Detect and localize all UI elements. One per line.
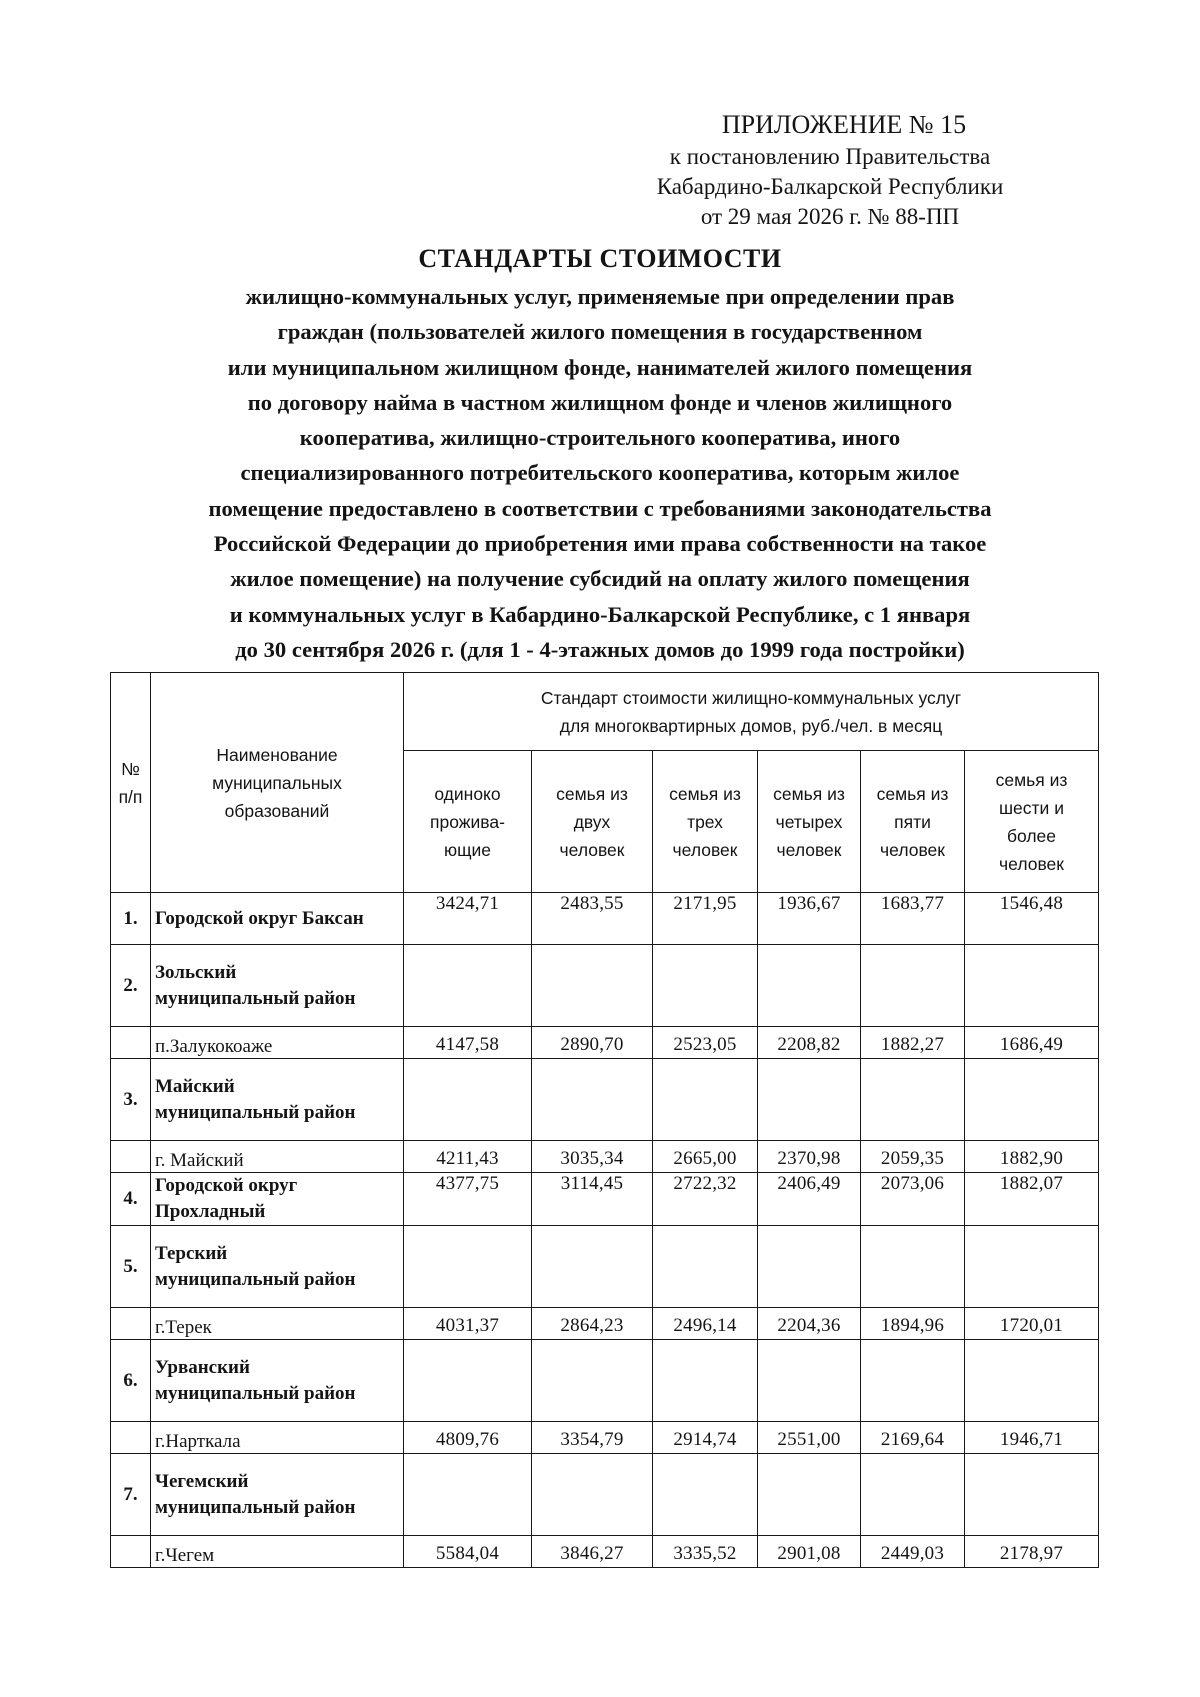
settlement-name: г.Чегем	[151, 1536, 404, 1568]
cost-value	[758, 1226, 861, 1308]
cost-value: 4031,37	[404, 1308, 532, 1340]
cost-value: 1720,01	[965, 1308, 1099, 1340]
header-text-line: муниципальных	[212, 772, 342, 793]
cost-value	[404, 945, 532, 1027]
subtitle-line: граждан (пользователей жилого помещения в государственном	[277, 319, 923, 345]
cost-value: 1946,71	[965, 1422, 1099, 1454]
municipality-name	[151, 1454, 404, 1536]
cost-value	[532, 1059, 653, 1141]
row-index: 7.	[111, 1454, 151, 1536]
cost-value	[653, 1059, 758, 1141]
municipality-name-line: Городской округ Баксан	[155, 907, 364, 929]
subtitle-line: специализированного потребительского кооператива, которым жилое	[240, 460, 960, 486]
header-text-line: семья из	[773, 783, 845, 804]
municipality-name	[151, 1340, 404, 1422]
header-text-line: человек	[880, 839, 945, 860]
cost-value	[404, 1059, 532, 1141]
cost-value: 2169,64	[861, 1422, 965, 1454]
cost-value	[965, 945, 1099, 1027]
cost-value: 2483,55	[532, 893, 653, 945]
header-text-line: шести и	[999, 797, 1064, 818]
cost-value: 2523,05	[653, 1027, 758, 1059]
cost-value	[404, 1340, 532, 1422]
column-header-family-size	[965, 751, 1099, 893]
row-index: 2.	[111, 945, 151, 1027]
header-text-line: №	[121, 758, 140, 779]
cost-value: 2722,32	[653, 1173, 758, 1226]
header-text-line: Наименование	[216, 744, 338, 765]
column-header-family-size	[532, 751, 653, 893]
header-text-line: более	[1006, 825, 1057, 846]
cost-value: 5584,04	[404, 1536, 532, 1568]
cost-value	[404, 1226, 532, 1308]
municipality-name-line: Терский	[155, 1242, 228, 1264]
row-index: 6.	[111, 1340, 151, 1422]
row-index: 4.	[111, 1173, 151, 1226]
municipality-name	[151, 1226, 404, 1308]
column-header-family-size	[758, 751, 861, 893]
cost-value: 1683,77	[861, 893, 965, 945]
cost-value	[861, 1059, 965, 1141]
header-text-line: пяти	[894, 811, 931, 832]
cost-value	[758, 1454, 861, 1536]
cost-value: 2406,49	[758, 1173, 861, 1226]
header-text-line: человек	[999, 853, 1064, 874]
subtitle-line: до 30 сентября 2026 г. (для 1 - 4-этажных домов до 1999 года постройки)	[235, 636, 965, 662]
cost-value: 2208,82	[758, 1027, 861, 1059]
cost-value	[653, 1454, 758, 1536]
header-text-line: ющие	[443, 839, 492, 860]
cost-value: 2864,23	[532, 1308, 653, 1340]
header-text-line: для многоквартирных домов, руб./чел. в месяц	[559, 715, 943, 736]
header-text-line: семья из	[556, 783, 628, 804]
cost-value: 2890,70	[532, 1027, 653, 1059]
cost-value: 1882,90	[965, 1141, 1099, 1173]
cost-value: 3335,52	[653, 1536, 758, 1568]
cost-value	[861, 1226, 965, 1308]
appendix-line-decree: к постановлению Правительства	[669, 144, 991, 169]
cost-value	[758, 945, 861, 1027]
subtitle-line: помещение предоставлено в соответствии с требованиями законодательства	[208, 495, 992, 521]
cost-value	[532, 1454, 653, 1536]
cost-value	[404, 1454, 532, 1536]
cost-value: 4809,76	[404, 1422, 532, 1454]
header-text-line: семья из	[995, 769, 1068, 790]
municipality-name	[151, 1173, 404, 1226]
subtitle-line: кооператива, жилищно-строительного кооператива, иного	[299, 425, 901, 451]
table-row	[111, 1454, 1099, 1536]
cost-value: 2449,03	[861, 1536, 965, 1568]
column-header-family-size	[404, 751, 532, 893]
municipality-name-line: Майский	[155, 1075, 235, 1097]
appendix-line-republic: Кабардино-Балкарской Республики	[656, 174, 1004, 199]
municipality-name-line: муниципальный район	[155, 1496, 356, 1518]
table-row	[111, 1340, 1099, 1422]
header-text-line: человек	[672, 839, 738, 860]
municipality-name	[151, 1059, 404, 1141]
row-index-empty	[111, 1536, 151, 1568]
cost-value	[861, 1454, 965, 1536]
cost-value	[758, 1059, 861, 1141]
column-header-family-size	[653, 751, 758, 893]
tariff-table	[110, 672, 1099, 1568]
header-text-line: человек	[559, 839, 625, 860]
cost-value: 2073,06	[861, 1173, 965, 1226]
cost-value: 2171,95	[653, 893, 758, 945]
municipality-name-line: муниципальный район	[155, 987, 356, 1009]
cost-value	[532, 1340, 653, 1422]
appendix-number: ПРИЛОЖЕНИЕ № 15	[721, 110, 967, 139]
row-index: 5.	[111, 1226, 151, 1308]
cost-value: 2370,98	[758, 1141, 861, 1173]
table-row	[111, 945, 1099, 1027]
cost-value	[653, 945, 758, 1027]
cost-value: 3846,27	[532, 1536, 653, 1568]
document-title: СТАНДАРТЫ СТОИМОСТИ	[418, 244, 782, 273]
cost-value: 3354,79	[532, 1422, 653, 1454]
header-text-line: образований	[224, 800, 330, 821]
header-text-line: прожива-	[430, 811, 505, 832]
settlement-name: г.Нарткала	[151, 1422, 404, 1454]
municipality-name	[151, 945, 404, 1027]
cost-value	[653, 1340, 758, 1422]
header-text-line: человек	[776, 839, 842, 860]
cost-value: 2551,00	[758, 1422, 861, 1454]
cost-value	[653, 1226, 758, 1308]
row-index-empty	[111, 1422, 151, 1454]
header-text-line: одиноко	[434, 783, 501, 804]
cost-value: 4211,43	[404, 1141, 532, 1173]
subtitle-line: Российской Федерации до приобретения ими права собственности на такое	[213, 531, 987, 557]
column-header-municipality	[151, 673, 404, 893]
settlement-name: г.Терек	[151, 1308, 404, 1340]
municipality-name-line: Зольский	[155, 961, 237, 983]
table-row-settlement	[111, 1308, 1099, 1340]
tariff-table-body	[111, 893, 1099, 1568]
appendix-header	[600, 108, 1060, 232]
document-subtitle	[105, 279, 1095, 667]
header-text-line: семья из	[669, 783, 741, 804]
cost-value: 2901,08	[758, 1536, 861, 1568]
municipality-name	[151, 893, 404, 945]
municipality-name-line: муниципальный район	[155, 1382, 356, 1404]
cost-value: 3424,71	[404, 893, 532, 945]
header-text-line: двух	[573, 811, 611, 832]
cost-value	[965, 1454, 1099, 1536]
cost-value	[965, 1340, 1099, 1422]
cost-value	[532, 1226, 653, 1308]
header-text-line: п/п	[118, 786, 143, 807]
cost-value	[965, 1059, 1099, 1141]
cost-value	[861, 945, 965, 1027]
subtitle-line: или муниципальном жилищном фонде, нанимателей жилого помещения	[227, 354, 973, 380]
cost-value: 1882,27	[861, 1027, 965, 1059]
row-index-empty	[111, 1141, 151, 1173]
settlement-name: г. Майский	[151, 1141, 404, 1173]
cost-value: 2178,97	[965, 1536, 1099, 1568]
cost-value: 2914,74	[653, 1422, 758, 1454]
cost-value: 2496,14	[653, 1308, 758, 1340]
cost-value: 3114,45	[532, 1173, 653, 1226]
municipality-name-line: Прохладный	[155, 1201, 266, 1222]
table-row-settlement	[111, 1027, 1099, 1059]
subtitle-line: и коммунальных услуг в Кабардино-Балкарской Республике, с 1 января	[229, 601, 971, 627]
cost-value	[965, 1226, 1099, 1308]
municipality-name-line: Урванский	[155, 1356, 250, 1378]
municipality-name-line: Городской округ	[155, 1175, 298, 1196]
settlement-name: п.Залукокоаже	[151, 1027, 404, 1059]
appendix-line-date: от 29 мая 2026 г. № 88-ПП	[700, 204, 960, 229]
subtitle-line: жилищно-коммунальных услуг, применяемые при определении прав	[245, 284, 955, 309]
cost-value: 1936,67	[758, 893, 861, 945]
header-text-line: четырех	[775, 811, 843, 832]
table-row	[111, 1059, 1099, 1141]
cost-value: 4147,58	[404, 1027, 532, 1059]
row-index-empty	[111, 1308, 151, 1340]
subtitle-line: по договору найма в частном жилищном фонде и членов жилищного	[247, 389, 953, 415]
row-index-empty	[111, 1027, 151, 1059]
column-header-family-size	[861, 751, 965, 893]
municipality-name-line: муниципальный район	[155, 1101, 356, 1123]
cost-value: 1894,96	[861, 1308, 965, 1340]
header-text-line: семья из	[876, 783, 949, 804]
municipality-name-line: муниципальный район	[155, 1268, 356, 1290]
table-row-settlement	[111, 1536, 1099, 1568]
cost-value: 2204,36	[758, 1308, 861, 1340]
cost-value: 2665,00	[653, 1141, 758, 1173]
cost-value: 1686,49	[965, 1027, 1099, 1059]
table-row	[111, 1173, 1099, 1226]
table-row-settlement	[111, 1141, 1099, 1173]
row-index: 1.	[111, 893, 151, 945]
column-group-header	[404, 673, 1099, 751]
subtitle-line: жилое помещение) на получение субсидий на оплату жилого помещения	[230, 566, 970, 592]
table-row	[111, 1226, 1099, 1308]
header-text-line: трех	[687, 811, 723, 832]
header-text-line: Стандарт стоимости жилищно-коммунальных услуг	[540, 687, 962, 708]
table-row-settlement	[111, 1422, 1099, 1454]
cost-value	[861, 1340, 965, 1422]
column-header-number	[111, 673, 151, 893]
table-row	[111, 893, 1099, 945]
cost-value: 1882,07	[965, 1173, 1099, 1226]
cost-value: 2059,35	[861, 1141, 965, 1173]
municipality-name-line: Чегемский	[155, 1470, 249, 1492]
cost-value: 4377,75	[404, 1173, 532, 1226]
cost-value: 3035,34	[532, 1141, 653, 1173]
cost-value: 1546,48	[965, 893, 1099, 945]
cost-value	[758, 1340, 861, 1422]
cost-value	[532, 945, 653, 1027]
row-index: 3.	[111, 1059, 151, 1141]
